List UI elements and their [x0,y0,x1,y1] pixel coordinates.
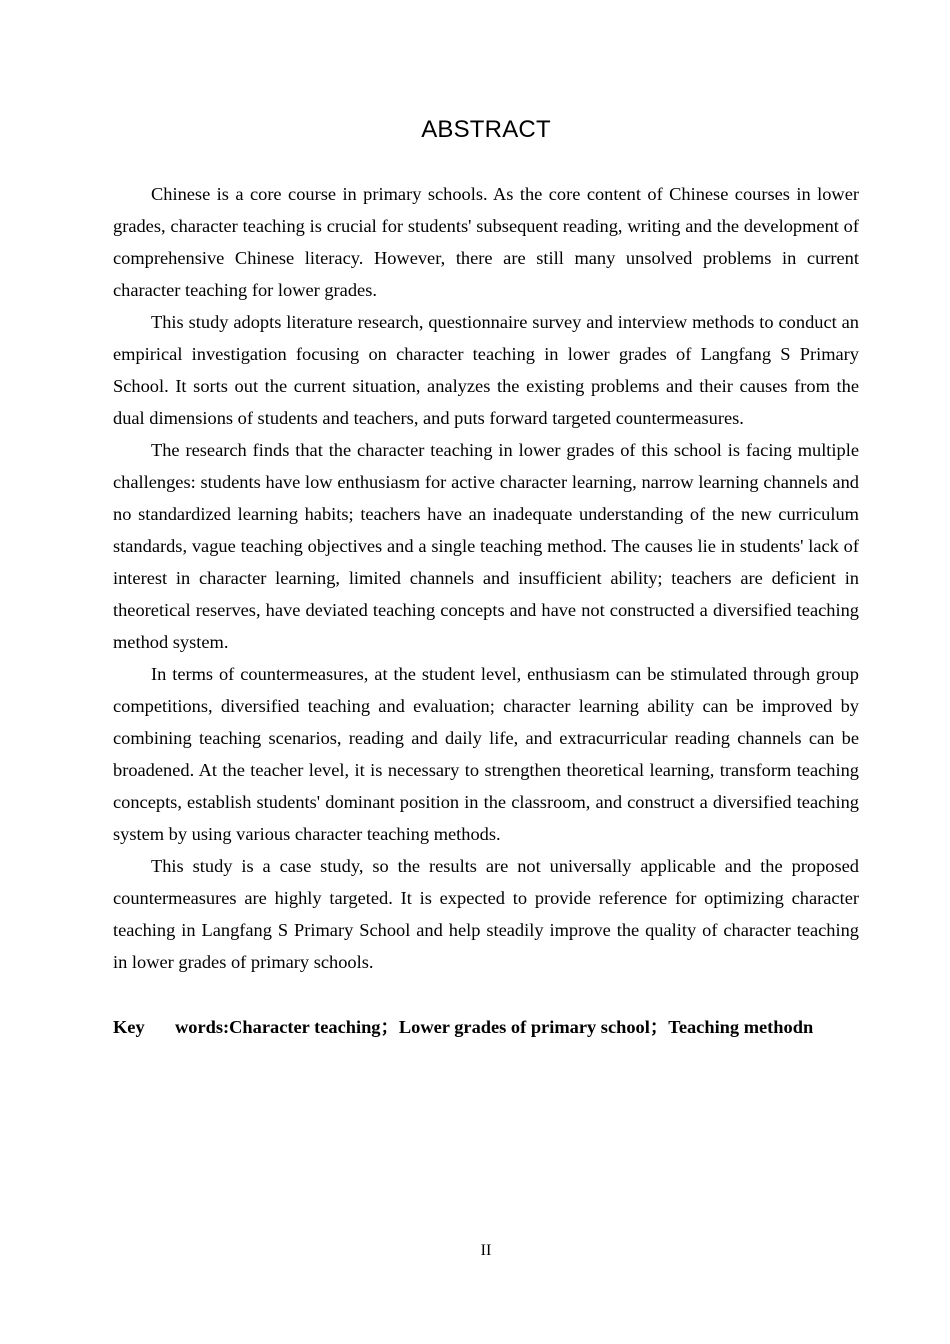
keywords-line [113,1011,873,1043]
page-number: II [480,1242,492,1259]
abstract-paragraph-1: Chinese is a core course in primary schools. As the core content of Chinese courses in lower grades, character teaching is crucial for students' subsequent reading, writing and the development of comprehensive Chinese literacy. However, there are still many unsolved problems in current character teaching for lower grades. [113,184,859,300]
abstract-paragraph-5: This study is a case study, so the results are not universally applicable and the proposed countermeasures are highly targeted. It is expected to provide reference for optimizing character teaching in Langfang S Primary School and help steadily improve the quality of character teaching in lower grades of primary schools. [113,856,859,972]
keywords-text: words:Character teaching；Lower grades of primary school；Teaching methodn [175,1017,814,1037]
abstract-paragraph-4: In terms of countermeasures, at the student level, enthusiasm can be stimulated through group competitions, diversified teaching and evaluation; character learning ability can be improved by combining teaching scenarios, reading and daily life, and extracurricular reading channels can be broadened. At the teacher level, it is necessary to strengthen theoretical learning, transform teaching concepts, establish students' dominant position in the classroom, and construct a diversified teaching system by using various character teaching methods. [113,664,859,844]
abstract-title: ABSTRACT [421,116,551,143]
keywords-label: Key [113,1017,145,1037]
abstract-paragraph-3: The research finds that the character teaching in lower grades of this school is facing multiple challenges: students have low enthusiasm for active character learning, narrow learning channels and no standardized learning habits; teachers have an inadequate understanding of the new curriculum standards, vague teaching objectives and a single teaching method. The causes lie in students' lack of interest in character learning, limited channels and insufficient ability; teachers are deficient in theoretical reserves, have deviated teaching concepts and have not constructed a diversified teaching method system. [113,440,859,652]
abstract-paragraph-2: This study adopts literature research, questionnaire survey and interview methods to conduct an empirical investigation focusing on character teaching in lower grades of Langfang S Primary School. It sorts out the current situation, analyzes the existing problems and their causes from the dual dimensions of students and teachers, and puts forward targeted countermeasures. [113,312,859,428]
abstract-body [113,178,859,978]
